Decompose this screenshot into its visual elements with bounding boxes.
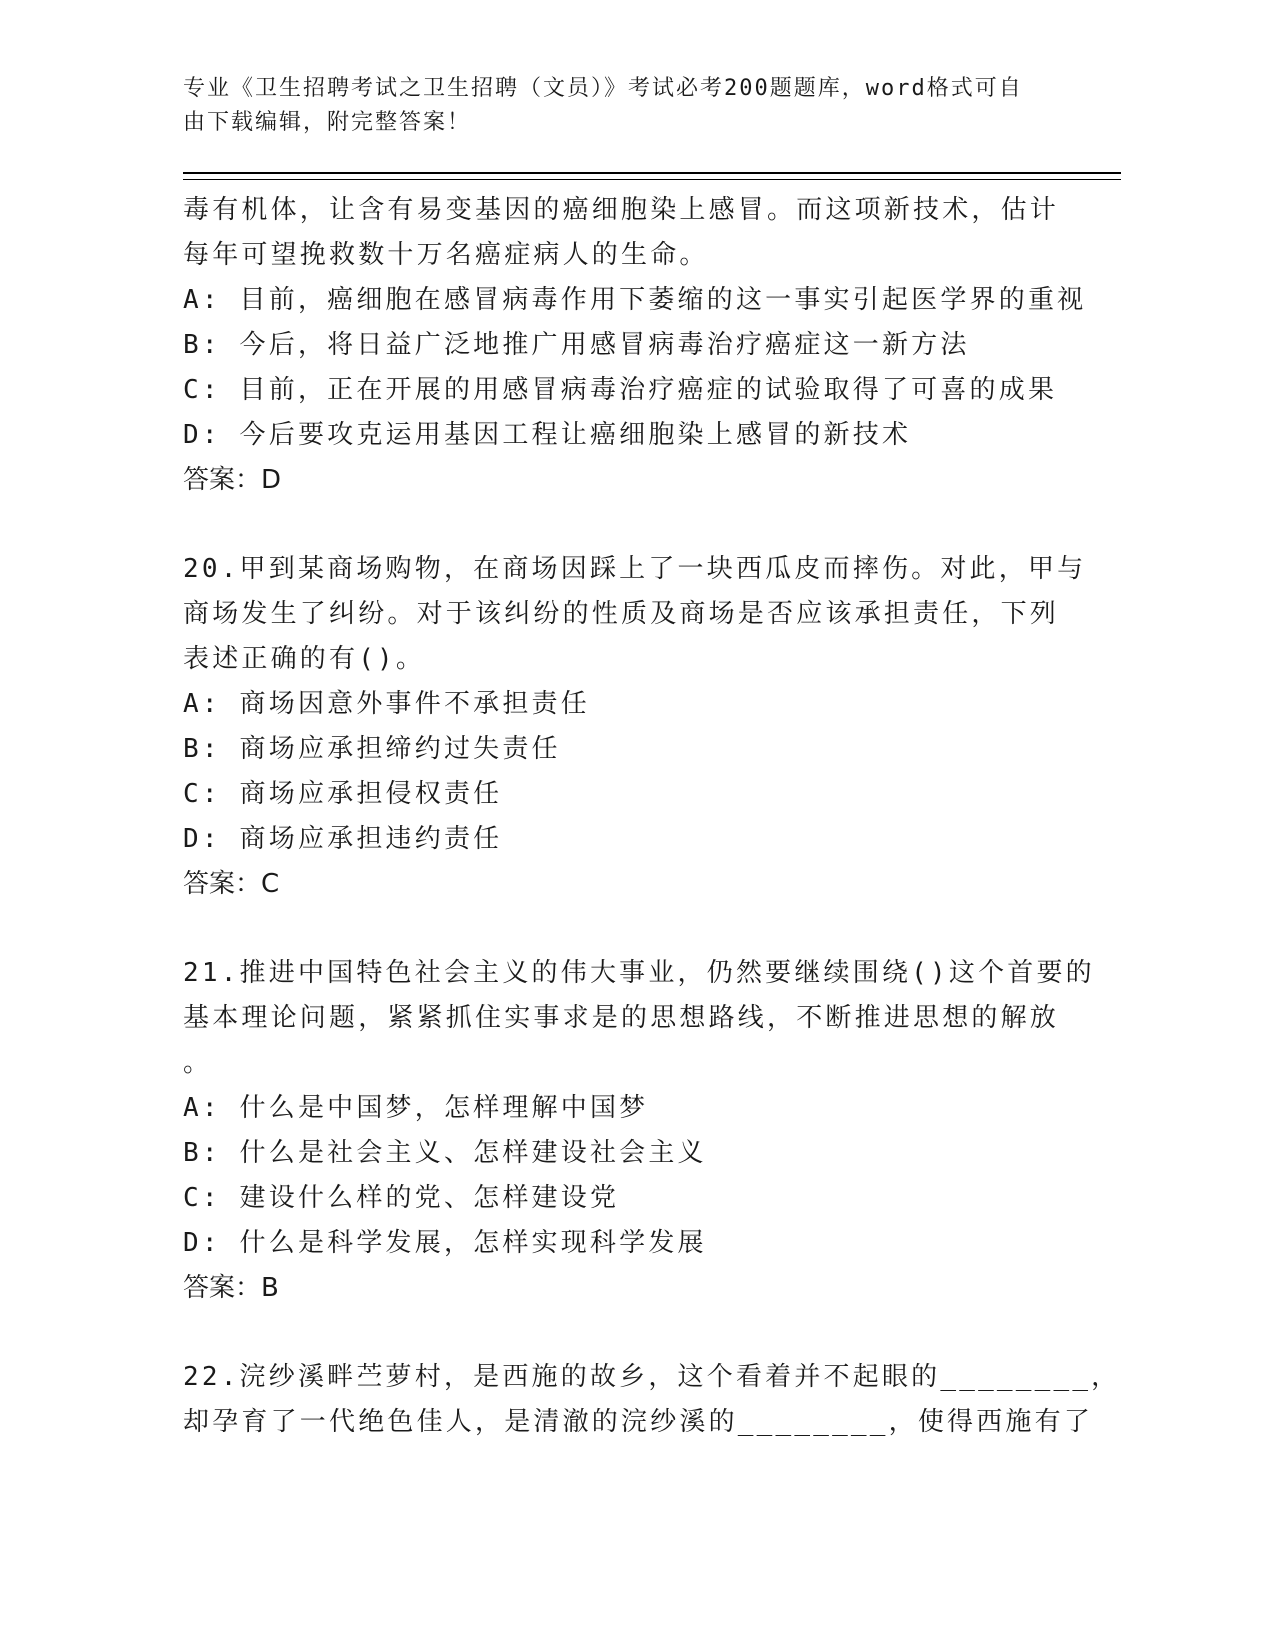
option-b: B: 什么是社会主义、怎样建设社会主义: [183, 1138, 707, 1168]
option-c: C: 建设什么样的党、怎样建设党: [183, 1183, 620, 1213]
option-a: A: 目前，癌细胞在感冒病毒作用下萎缩的这一事实引起医学界的重视: [183, 285, 1087, 315]
option-d: D: 今后要攻克运用基因工程让癌细胞染上感冒的新技术: [183, 420, 912, 450]
option-b: B: 商场应承担缔约过失责任: [183, 734, 561, 764]
option-c: C: 目前，正在开展的用感冒病毒治疗癌症的试验取得了可喜的成果: [183, 375, 1058, 405]
question-text-line: 20.甲到某商场购物，在商场因踩上了一块西瓜皮而摔伤。对此，甲与: [183, 554, 1087, 584]
question-text-line: 基本理论问题，紧紧抓住实事求是的思想路线，不断推进思想的解放: [183, 1003, 1060, 1033]
option-b: B: 今后，将日益广泛地推广用感冒病毒治疗癌症这一新方法: [183, 330, 970, 360]
document-header: [183, 72, 1063, 140]
answer-line: 答案：B: [183, 1273, 279, 1303]
header-line-2: 由下载编辑，附完整答案！: [183, 110, 472, 135]
question-continuation: [183, 188, 1087, 503]
question-20: [183, 547, 1087, 907]
question-22: [183, 1355, 1121, 1445]
question-text-line: 每年可望挽救数十万名癌症病人的生命。: [183, 240, 709, 270]
option-c: C: 商场应承担侵权责任: [183, 779, 503, 809]
option-d: D: 商场应承担违约责任: [183, 824, 503, 854]
header-line-1: 专业《卫生招聘考试之卫生招聘（文员）》考试必考200题题库，word格式可自: [183, 76, 1023, 101]
question-text-line: 却孕育了一代绝色佳人，是清澈的浣纱溪的________，使得西施有了: [183, 1407, 1094, 1437]
question-21: [183, 951, 1095, 1311]
header-rule-thin: [183, 179, 1121, 180]
question-text-line: 商场发生了纠纷。对于该纠纷的性质及商场是否应该承担责任，下列: [183, 599, 1060, 629]
option-d: D: 什么是科学发展，怎样实现科学发展: [183, 1228, 707, 1258]
question-text-line: 22.浣纱溪畔苎萝村，是西施的故乡，这个看着并不起眼的________，: [183, 1362, 1121, 1392]
header-rule-thick: [183, 172, 1121, 174]
answer-line: 答案：D: [183, 465, 282, 495]
option-a: A: 什么是中国梦，怎样理解中国梦: [183, 1093, 649, 1123]
question-text-line: 表述正确的有()。: [183, 644, 426, 674]
answer-line: 答案：C: [183, 869, 280, 899]
question-text-line: 毒有机体，让含有易变基因的癌细胞染上感冒。而这项新技术，估计: [183, 195, 1060, 225]
document-body: [183, 188, 1121, 1445]
option-a: A: 商场因意外事件不承担责任: [183, 689, 590, 719]
question-text-line: 。: [183, 1048, 213, 1078]
question-text-line: 21.推进中国特色社会主义的伟大事业，仍然要继续围绕()这个首要的: [183, 958, 1095, 988]
